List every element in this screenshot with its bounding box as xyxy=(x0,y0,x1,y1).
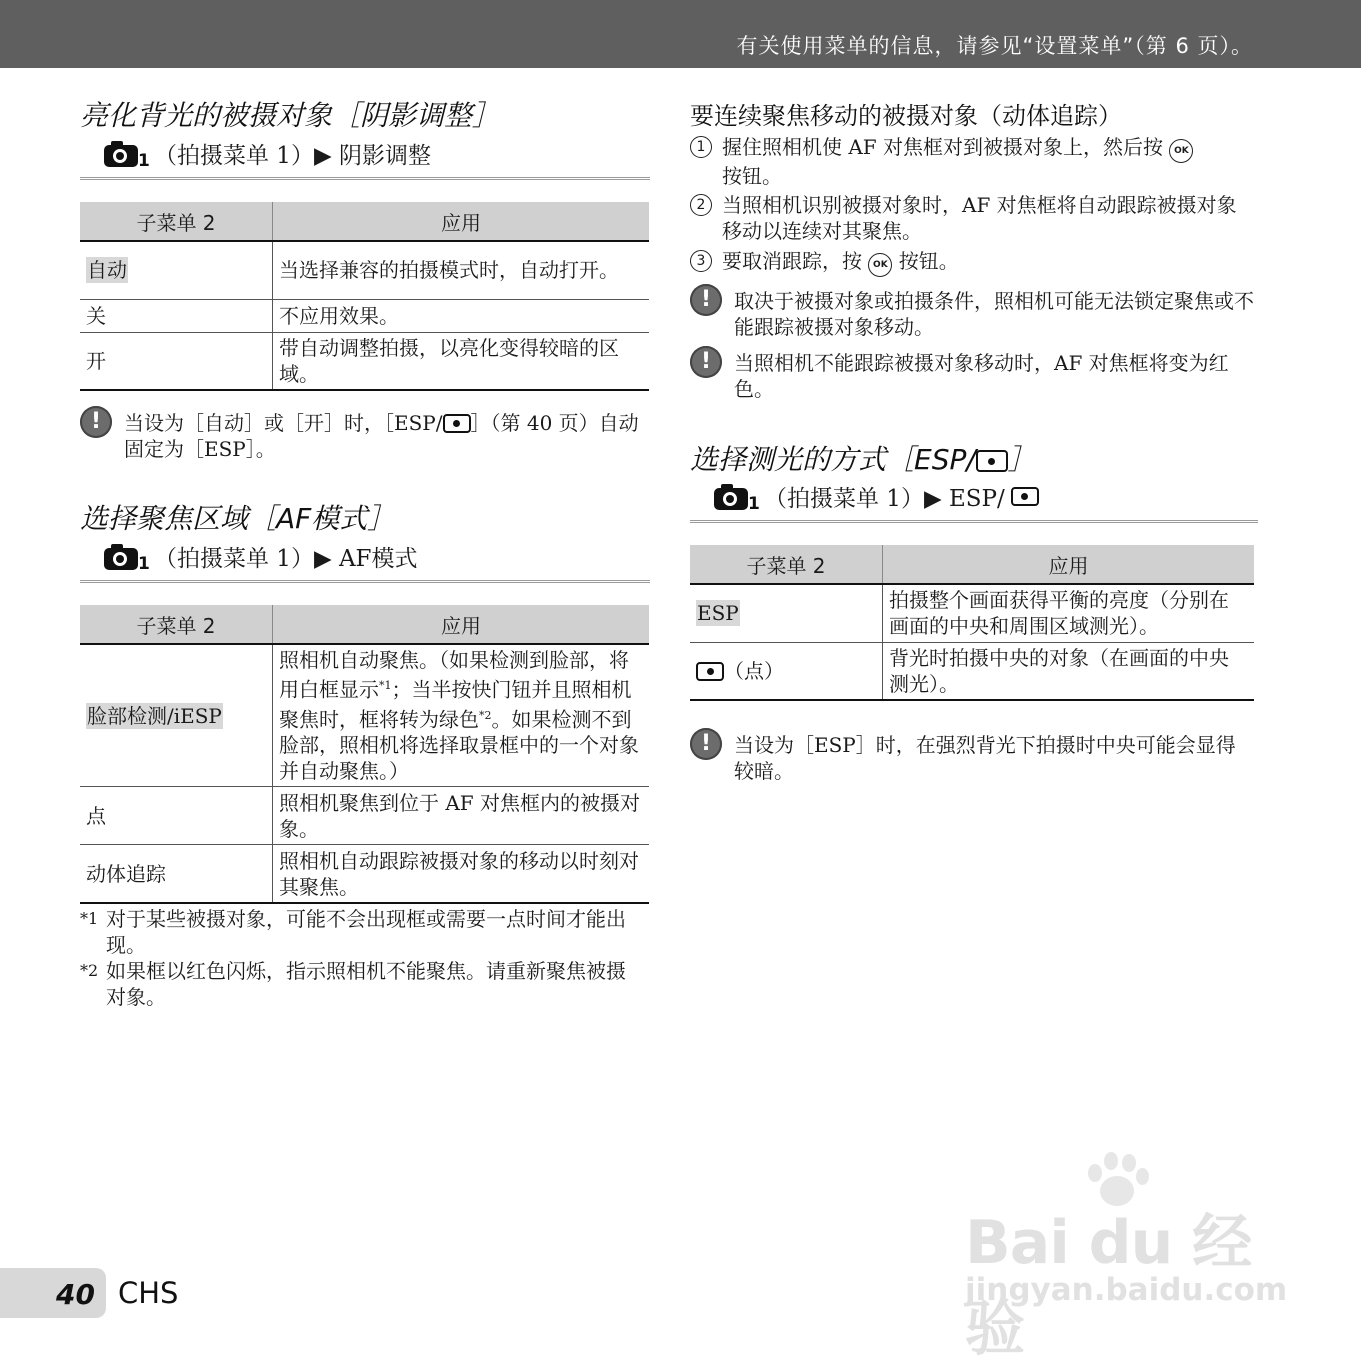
option-desc: 照相机自动聚焦。（如果检测到脸部，将用白框显示$^{*1}$；当半按快门钮并且照相机聚焦时，框将转为绿色$^{*2}$。如果检测不到脸部，照相机将选择取景框中的一个对象并自动聚焦。） xyxy=(273,644,650,787)
note-text: 当照相机不能跟踪被摄对象移动时，AF 对焦框将变为红色。 xyxy=(734,351,1229,401)
table-row xyxy=(80,845,649,903)
spot-metering-icon xyxy=(1011,487,1039,506)
note-text: 当设为［自动］或［开］时，［ESP/ ］（第 40 页）自动固定为［ESP］。 xyxy=(124,411,639,461)
step-3: 3 要取消跟踪，按 OK 按钮。 xyxy=(690,248,1250,277)
option-desc: 照相机自动跟踪被摄对象的移动以时刻对其聚焦。 xyxy=(273,845,650,903)
col-header-apply: 应用 xyxy=(273,605,650,644)
note-tracking-2 xyxy=(690,350,1255,402)
table-row xyxy=(80,299,649,332)
step-1: 1 握住照相机使 AF 对焦框对到被摄对象上，然后按 OK 按钮。 xyxy=(690,134,1250,189)
baidu-watermark xyxy=(960,1150,1288,1364)
option-desc: 拍摄整个画面获得平衡的亮度（分别在画面的中央和周围区域测光）。 xyxy=(883,584,1255,642)
warning-icon: ! xyxy=(80,406,112,438)
table-row xyxy=(80,787,649,845)
warning-icon: ! xyxy=(690,284,722,316)
camera-1-icon: 1 xyxy=(104,542,148,572)
note-metering xyxy=(690,732,1255,784)
step-2: 2 当照相机识别被摄对象时，AF 对焦框将自动跟踪被摄对象移动以连续对其聚焦。 xyxy=(690,192,1250,244)
option-name: ESP xyxy=(697,601,739,626)
option-name: 脸部检测/iESP xyxy=(87,703,222,728)
table-row xyxy=(80,644,649,787)
page-language: CHS xyxy=(118,1276,179,1310)
note-tracking-1 xyxy=(690,288,1255,340)
menu-path-af-mode xyxy=(80,538,650,583)
table-row xyxy=(80,241,649,299)
watermark-brand: Bai du 经验 xyxy=(965,1208,1252,1364)
option-name: 点 xyxy=(80,787,273,845)
warning-icon: ! xyxy=(690,346,722,378)
option-desc: 带自动调整拍摄，以亮化变得较暗的区域。 xyxy=(273,332,650,390)
menu-path-shadow-adjust xyxy=(80,135,650,180)
header-bar xyxy=(0,0,1361,68)
watermark-url: jingyan.baidu.com xyxy=(965,1272,1288,1308)
menu-path-text: （拍摄菜单 1）▶ 阴影调整 xyxy=(154,143,431,169)
section-title-shadow-adjust: 亮化背光的被摄对象［阴影调整］ xyxy=(80,99,501,132)
option-desc: 背光时拍摄中央的对象（在画面的中央测光）。 xyxy=(883,642,1255,700)
warning-icon: ! xyxy=(690,728,722,760)
option-name: （点） xyxy=(690,642,883,700)
spot-metering-icon xyxy=(443,414,471,433)
note-text: 取决于被摄对象或拍摄条件，照相机可能无法锁定聚焦或不能跟踪被摄对象移动。 xyxy=(734,289,1254,339)
note-text: 当设为［ESP］时，在强烈背光下拍摄时中央可能会显得较暗。 xyxy=(734,733,1236,783)
note-shadow-adjust xyxy=(80,410,640,462)
table-row xyxy=(690,642,1254,700)
header-text: 有关使用菜单的信息，请参见“设置菜单”（第 6 页）。 xyxy=(736,34,1253,58)
af-mode-table xyxy=(80,605,649,904)
col-header-submenu: 子菜单 2 xyxy=(80,202,273,241)
spot-metering-icon xyxy=(976,450,1008,472)
option-name: 动体追踪 xyxy=(80,845,273,903)
menu-path-metering xyxy=(690,478,1258,523)
ok-button-icon: OK xyxy=(868,253,892,277)
option-name: 自动 xyxy=(87,258,127,283)
option-name: 开 xyxy=(80,332,273,390)
table-row xyxy=(80,332,649,390)
option-desc: 照相机聚焦到位于 AF 对焦框内的被摄对象。 xyxy=(273,787,650,845)
col-header-apply: 应用 xyxy=(883,545,1255,584)
shadow-adjust-table xyxy=(80,202,649,391)
page-number: 40 xyxy=(56,1278,95,1311)
metering-table xyxy=(690,545,1254,701)
camera-1-icon: 1 xyxy=(104,139,148,169)
option-desc: 当选择兼容的拍摄模式时，自动打开。 xyxy=(273,241,650,299)
col-header-submenu: 子菜单 2 xyxy=(690,545,883,584)
col-header-submenu: 子菜单 2 xyxy=(80,605,273,644)
ok-button-icon: OK xyxy=(1169,139,1193,163)
spot-metering-icon xyxy=(696,662,724,681)
option-desc: 不应用效果。 xyxy=(273,299,650,332)
section-title-metering: 选择测光的方式［ESP/ ］ xyxy=(690,443,1036,476)
section-title-tracking: 要连续聚焦移动的被摄对象（动体追踪） xyxy=(690,102,1122,130)
footnote-2: *2 如果框以红色闪烁，指示照相机不能聚焦。请重新聚焦被摄对象。 xyxy=(80,959,626,1009)
section-title-af-mode: 选择聚焦区域［AF模式］ xyxy=(80,502,396,535)
col-header-apply: 应用 xyxy=(273,202,650,241)
camera-1-icon: 1 xyxy=(714,482,758,512)
table-row xyxy=(690,584,1254,642)
option-name: 关 xyxy=(80,299,273,332)
footnote-1: *1 对于某些被摄对象，可能不会出现框或需要一点时间才能出现。 xyxy=(80,907,626,957)
menu-path-text: （拍摄菜单 1）▶ ESP/ xyxy=(764,486,1005,512)
menu-path-text: （拍摄菜单 1）▶ AF模式 xyxy=(154,546,418,572)
